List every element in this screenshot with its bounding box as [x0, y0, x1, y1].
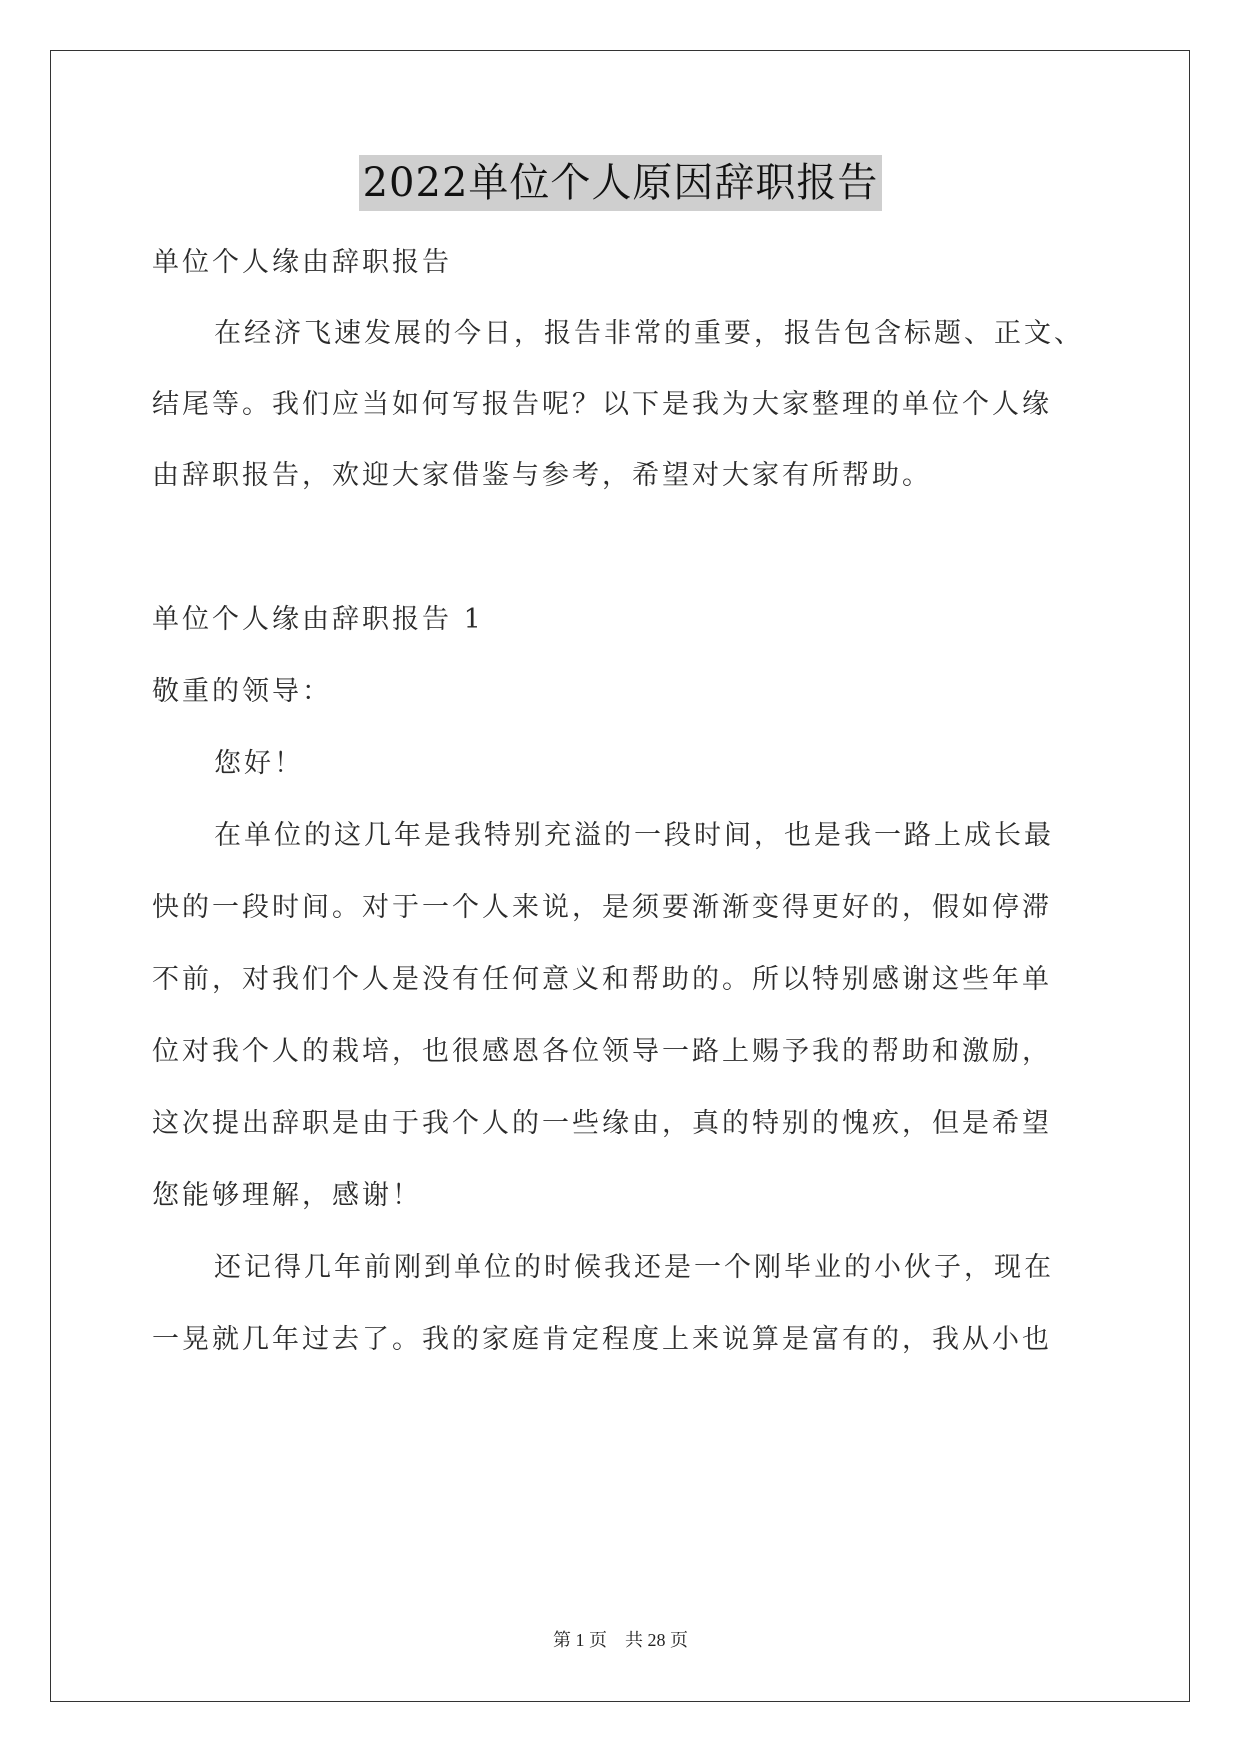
title-container: [0, 155, 1241, 211]
paragraph-line: 这次提出辞职是由于我个人的一些缘由，真的特别的愧疚，但是希望: [152, 1108, 1052, 1139]
document-title: 2022单位个人原因辞职报告: [359, 155, 883, 211]
paragraph-line: 还记得几年前刚到单位的时候我还是一个刚毕业的小伙子，现在: [214, 1252, 1054, 1283]
paragraph-line: 您能够理解，感谢！: [152, 1180, 422, 1211]
paragraph-line: 快的一段时间。对于一个人来说，是须要渐渐变得更好的，假如停滞: [152, 892, 1052, 923]
paragraph-line: 结尾等。我们应当如何写报告呢？以下是我为大家整理的单位个人缘: [152, 389, 1052, 420]
page-footer: [0, 1628, 1241, 1652]
paragraph-line: 位对我个人的栽培，也很感恩各位领导一路上赐予我的帮助和激励，: [152, 1036, 1052, 1067]
paragraph-line: 在经济飞速发展的今日，报告非常的重要，报告包含标题、正文、: [214, 318, 1084, 349]
section-heading: 单位个人缘由辞职报告 1: [152, 604, 484, 635]
subtitle-line: 单位个人缘由辞职报告: [152, 247, 452, 278]
paragraph-line: 由辞职报告，欢迎大家借鉴与参考，希望对大家有所帮助。: [152, 460, 932, 491]
page-number: 第 1 页: [553, 1630, 607, 1650]
total-pages: 共 28 页: [625, 1630, 688, 1650]
page-border: [50, 50, 1190, 1702]
paragraph-line: 不前，对我们个人是没有任何意义和帮助的。所以特别感谢这些年单: [152, 964, 1052, 995]
paragraph-line: 在单位的这几年是我特别充溢的一段时间，也是我一路上成长最: [214, 820, 1054, 851]
greeting: 您好！: [214, 748, 304, 779]
salutation: 敬重的领导：: [152, 676, 332, 707]
paragraph-line: 一晃就几年过去了。我的家庭肯定程度上来说算是富有的，我从小也: [152, 1324, 1052, 1355]
